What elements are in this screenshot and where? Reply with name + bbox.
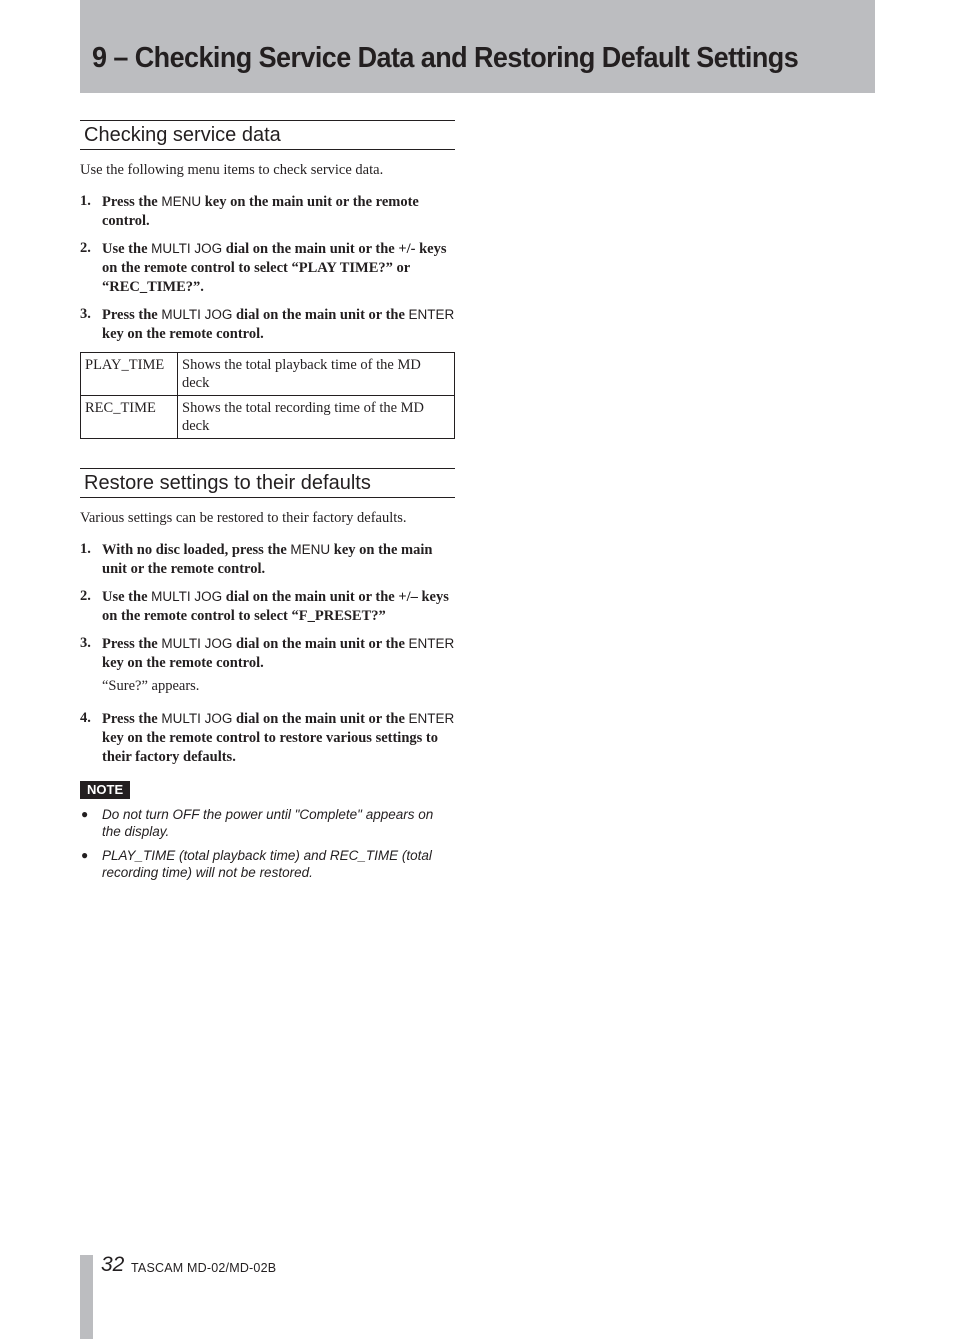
chapter-header-bar (80, 0, 875, 93)
key-label: MULTI JOG (161, 307, 233, 322)
steps-list (80, 192, 455, 344)
step-item: 2. Use the MULTI JOG dial on the main unit or the +/– keys on the remote control to select “F_PRESET?” (80, 588, 449, 624)
bullet-icon: ● (81, 848, 89, 862)
footer-model-name: TASCAM MD-02/MD-02B (131, 1261, 277, 1275)
key-label: MENU (290, 542, 331, 557)
note-item: ● PLAY_TIME (total playback time) and REC_TIME (total recording time) will not be restored. (81, 848, 432, 880)
key-label: MULTI JOG (161, 636, 233, 651)
section-intro: Use the following menu items to check service data. (80, 162, 384, 178)
key-label: ENTER (408, 711, 455, 726)
section-restore-defaults (80, 468, 455, 881)
section-heading (80, 468, 455, 498)
step-number: 1. (80, 193, 91, 209)
table-row (81, 353, 455, 396)
note-badge: NOTE (80, 781, 130, 799)
step-number: 1. (80, 541, 91, 557)
step-item: 4. Press the MULTI JOG dial on the main unit or the ENTER key on the remote control to restore various settings to their factory defaults. (80, 710, 455, 765)
key-label: MENU (161, 194, 202, 209)
step-number: 2. (80, 240, 91, 256)
section-checking-service-data (80, 120, 455, 439)
step-result-note: “Sure?” appears. (102, 678, 200, 694)
steps-list (80, 540, 455, 767)
step-item: 1. Press the MENU key on the main unit or the remote control. (80, 193, 419, 229)
bullet-icon: ● (81, 807, 89, 821)
section-intro: Various settings can be restored to their factory defaults. (80, 510, 407, 526)
table-cell-item: PLAY_TIME (81, 353, 178, 396)
footer-bar (80, 1255, 93, 1339)
step-item: 2. Use the MULTI JOG dial on the main unit or the +/- keys on the remote control to select “PLAY TIME?” or “REC_TIME?”. (80, 240, 447, 295)
table-cell-item: REC_TIME (81, 396, 178, 439)
key-label: ENTER (408, 636, 455, 651)
service-data-table (80, 352, 455, 439)
table-cell-description: Shows the total playback time of the MD deck (178, 353, 455, 396)
chapter-title: 9 – Checking Service Data and Restoring Default Settings (92, 42, 799, 74)
step-item: 3. Press the MULTI JOG dial on the main unit or the ENTER key on the remote control. “Sure?” appears. (80, 635, 455, 694)
key-label: MULTI JOG (151, 241, 223, 256)
table-row (81, 396, 455, 439)
page-number: 32 (101, 1253, 125, 1276)
section-heading-text: Checking service data (84, 124, 281, 146)
key-label: MULTI JOG (151, 589, 223, 604)
step-item: 1. With no disc loaded, press the MENU key on the main unit or the remote control. (80, 541, 433, 577)
note-list (80, 806, 455, 881)
section-heading-text: Restore settings to their defaults (84, 472, 371, 494)
note-box (80, 781, 455, 881)
step-number: 3. (80, 306, 91, 322)
key-label: ENTER (408, 307, 455, 322)
section-heading (80, 120, 455, 150)
table-cell-description: Shows the total recording time of the MD deck (178, 396, 455, 439)
step-item: 3. Press the MULTI JOG dial on the main unit or the ENTER key on the remote control. (80, 306, 455, 342)
note-item: ● Do not turn OFF the power until "Complete" appears on the display. (81, 807, 434, 839)
key-label: MULTI JOG (161, 711, 233, 726)
step-number: 4. (80, 710, 91, 726)
step-number: 2. (80, 588, 91, 604)
step-number: 3. (80, 635, 91, 651)
